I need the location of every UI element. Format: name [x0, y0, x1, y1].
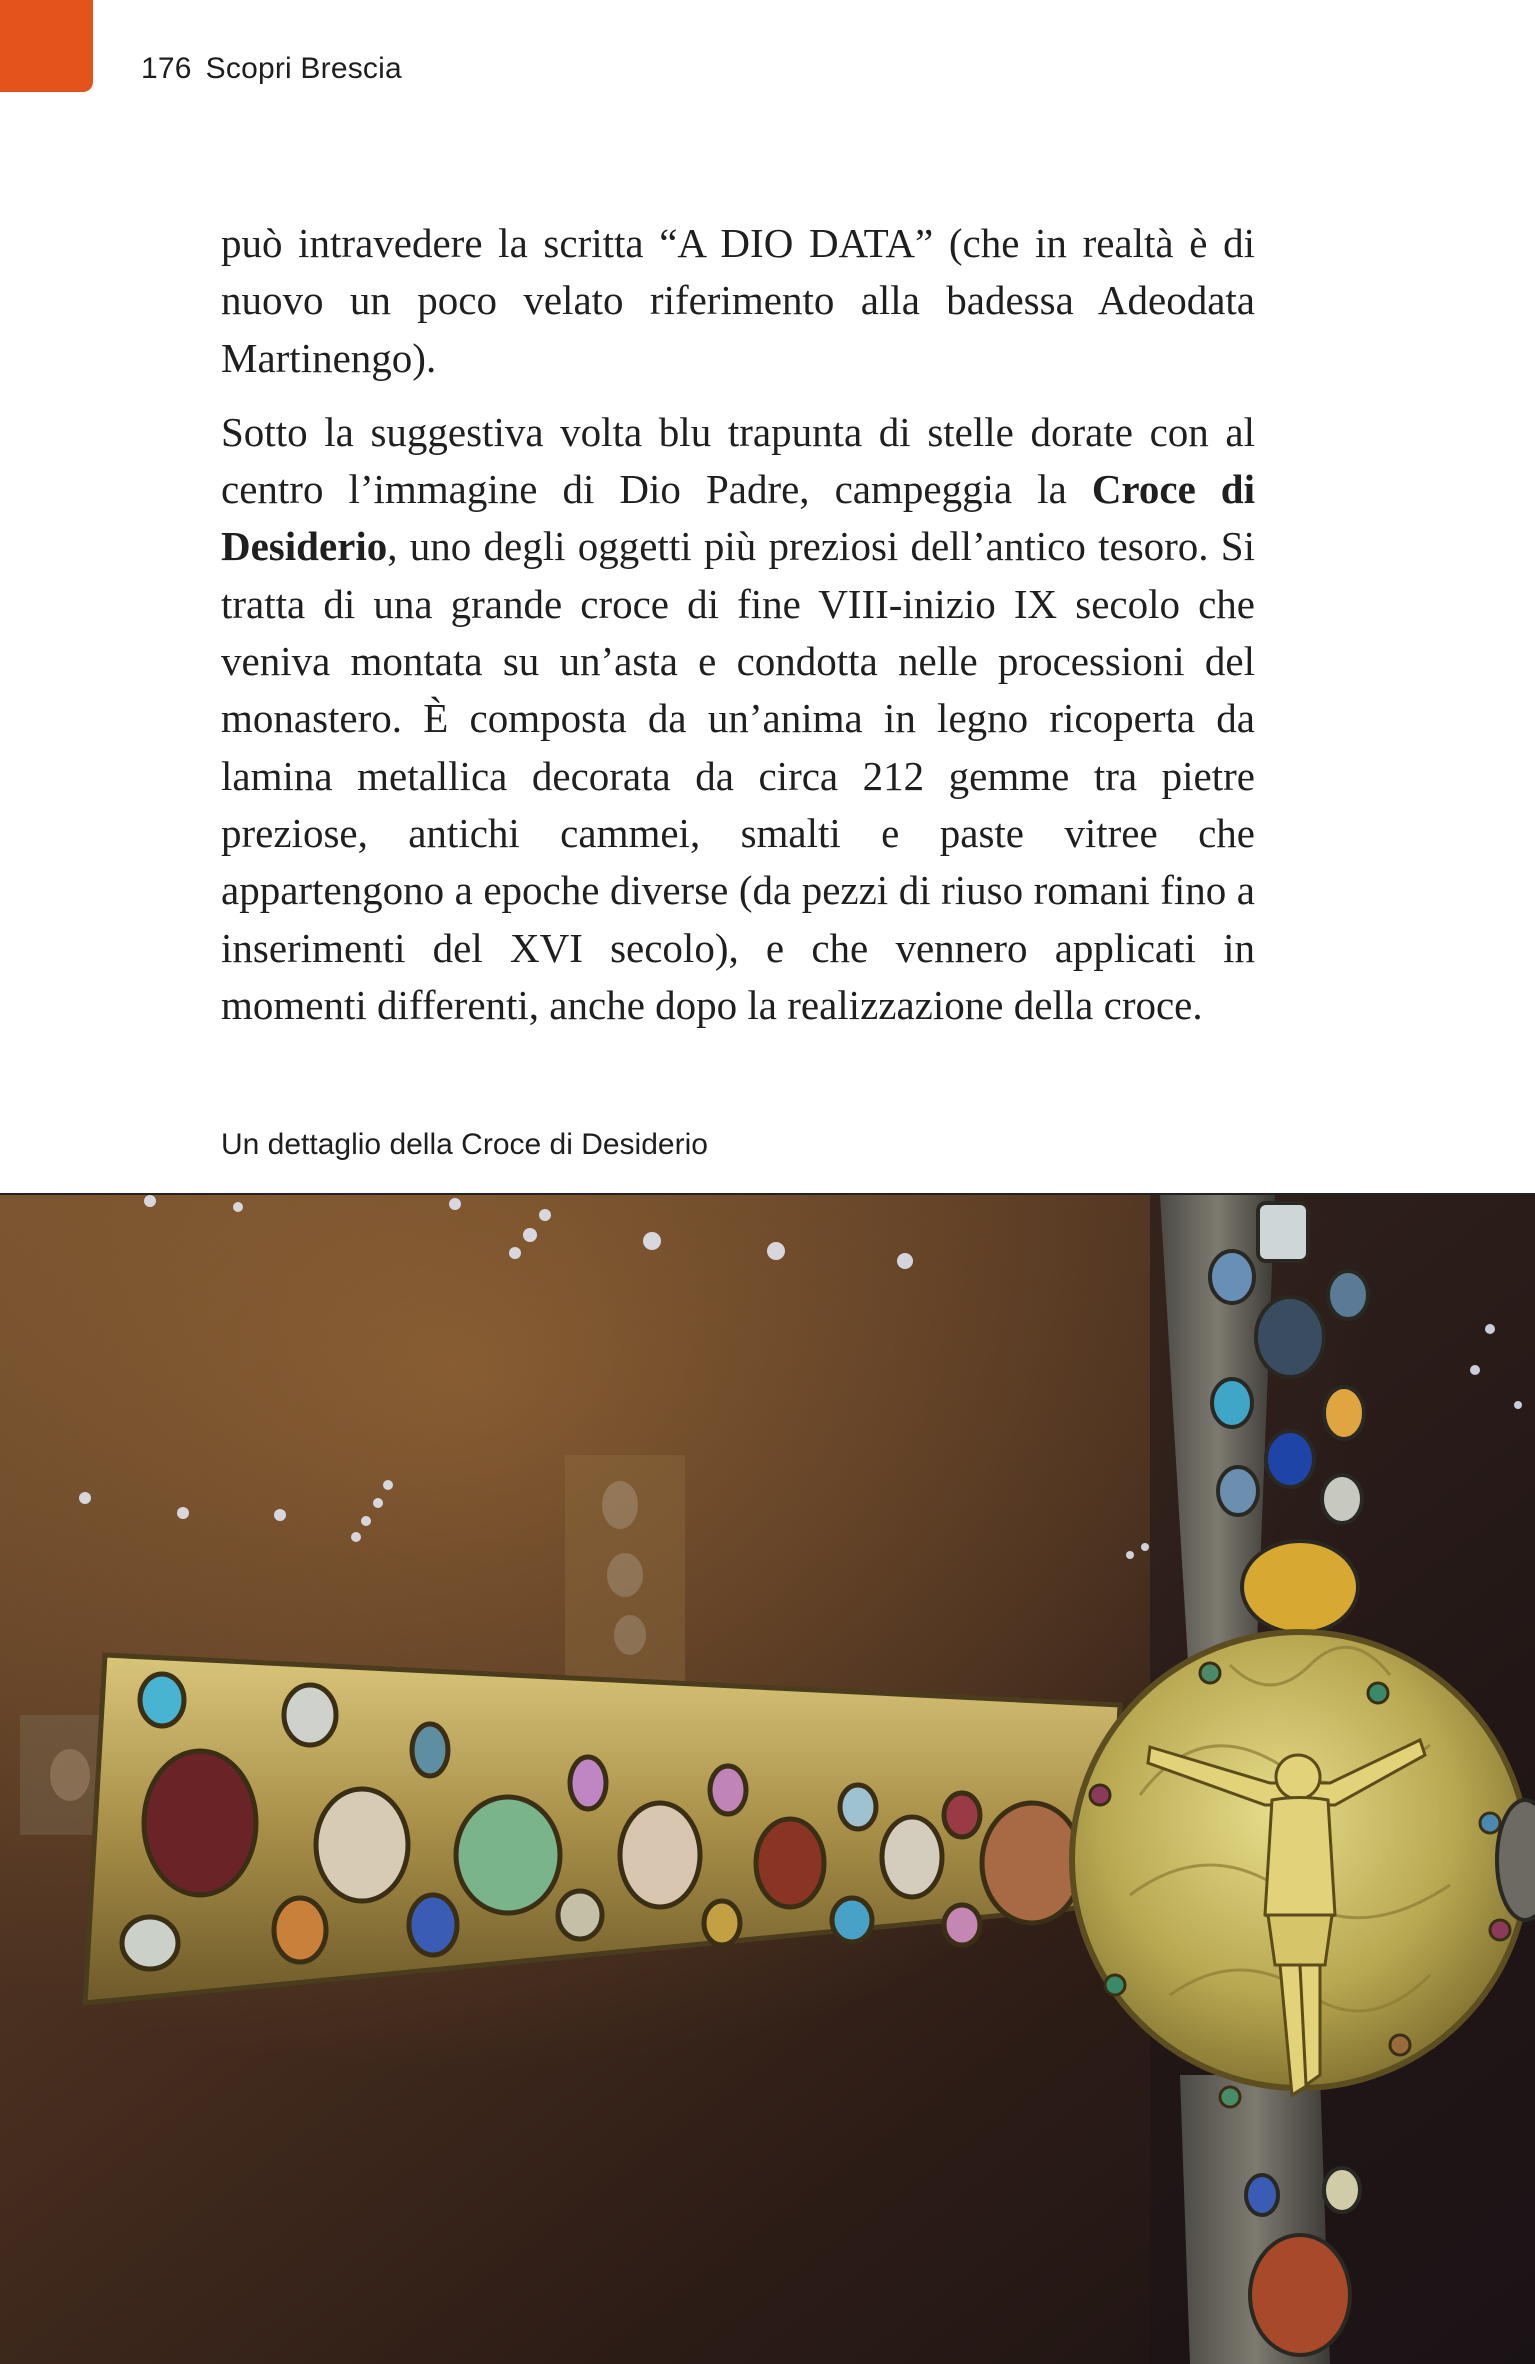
- cross-photo-illustration: [0, 1195, 1535, 2364]
- paragraph-2: [221, 404, 1255, 1034]
- croce-di-desiderio-term: Croce di Desiderio: [221, 466, 1255, 570]
- page-corner-tab: [0, 0, 93, 92]
- running-head: [141, 52, 402, 86]
- page-number: 176: [141, 52, 192, 85]
- cross-photo: [0, 1193, 1535, 2364]
- paragraph-2-rest: , uno degli oggetti più preziosi dell’antico tesoro. Si tratta di una grande croce di fine VIII-inizio IX secolo che veniva montata su un’asta e condotta nelle processioni del monastero. È composta da un’anima in legno ricoperta da lamina metallica decorata da circa 212 gemme tra pietre preziose, antichi cammei, smalti e paste vitree che appartengono a epoche diverse (da pezzi di riuso romani fino a inserimenti del XVI secolo), e che vennero applicati in momenti differenti, anche dopo la realizzazione della croce.: [221, 523, 1255, 1028]
- section-title: Scopri Brescia: [205, 52, 402, 85]
- body-text: [221, 215, 1255, 1034]
- paragraph-2-lead: Sotto la suggestiva volta blu trapunta di stelle dorate con al centro l’immagine di Dio Padre, campeggia la: [221, 408, 1255, 513]
- paragraph-1: può intravedere la scritta “A DIO DATA” (che in realtà è di nuovo un poco velato riferimento alla badessa Adeodata Martinengo).: [221, 220, 1255, 381]
- figure-caption: Un dettaglio della Croce di Desiderio: [221, 1128, 708, 1161]
